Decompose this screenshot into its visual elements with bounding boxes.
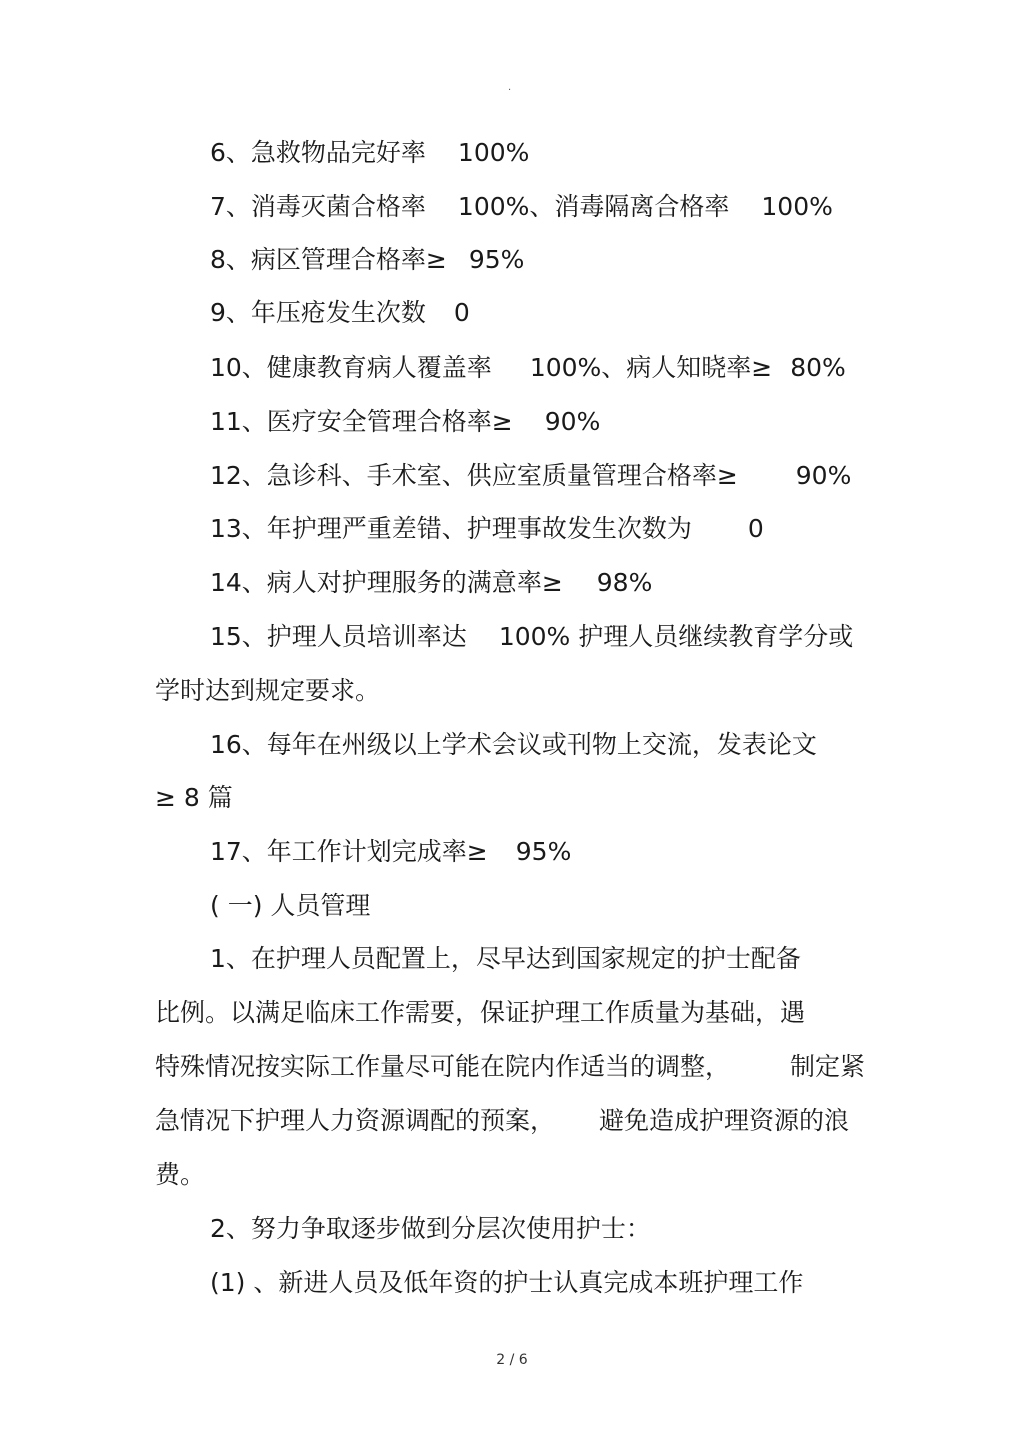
list-item <box>210 405 600 439</box>
list-item <box>210 296 470 330</box>
item-value: 95% <box>515 837 572 866</box>
list-item <box>210 728 817 762</box>
item-value: 100% 护理人员继续教育学分或 <box>498 622 854 651</box>
item-value-2: 80% <box>790 353 846 382</box>
paragraph-line: 比例。以满足临床工作需要，保证护理工作质量为基础，遇 <box>155 998 806 1027</box>
item-text: 17、年工作计划完成率≥ <box>210 837 488 866</box>
list-item <box>210 566 652 600</box>
item-text: 11、医疗安全管理合格率≥ <box>210 407 513 436</box>
item-value-2: 100% <box>761 192 833 221</box>
item-value: 100%、消毒隔离合格率 <box>457 192 730 221</box>
list-item <box>210 512 764 546</box>
item-value: 95% <box>468 245 525 274</box>
list-item <box>210 459 851 493</box>
item-text: 13、年护理严重差错、护理事故发生次数为 <box>210 514 692 543</box>
item-value: 0 <box>747 514 764 543</box>
list-item <box>210 136 529 170</box>
paragraph-line: 费。 <box>155 1160 206 1189</box>
paragraph-line <box>155 1104 849 1138</box>
item-text: 15、护理人员培训率达 <box>210 622 467 651</box>
item-text: ≥ 8 篇 <box>155 783 233 812</box>
paragraph-line: (1) 、新进人员及低年资的护士认真完成本班护理工作 <box>210 1268 804 1297</box>
header-mark: . <box>508 82 512 93</box>
item-value: 90% <box>795 461 852 490</box>
paragraph-text: 避免造成护理资源的浪 <box>599 1106 850 1135</box>
list-item <box>210 243 524 277</box>
item-value: 0 <box>453 298 470 327</box>
item-text: 8、病区管理合格率≥ <box>210 245 447 274</box>
item-text: 6、急救物品完好率 <box>210 138 426 167</box>
paragraph-line <box>155 1050 865 1084</box>
section-heading: ( 一) 人员管理 <box>210 891 371 920</box>
list-item <box>210 351 846 385</box>
list-item <box>210 190 833 224</box>
list-item-continuation <box>155 674 380 708</box>
item-text: 12、急诊科、手术室、供应室质量管理合格率≥ <box>210 461 738 490</box>
item-value: 100%、病人知晓率≥ <box>529 353 773 382</box>
list-item <box>210 835 571 869</box>
item-text: 14、病人对护理服务的满意率≥ <box>210 568 563 597</box>
paragraph-line: 2、努力争取逐步做到分层次使用护士： <box>210 1214 651 1243</box>
list-item-continuation <box>155 781 233 815</box>
item-text: 学时达到规定要求。 <box>155 676 381 705</box>
paragraph-text: 急情况下护理人力资源调配的预案， <box>155 1106 556 1135</box>
item-text: 10、健康教育病人覆盖率 <box>210 353 492 382</box>
paragraph-line: 1、在护理人员配置上，尽早达到国家规定的护士配备 <box>210 944 801 973</box>
item-value: 100% <box>457 138 530 167</box>
paragraph-text: 制定紧 <box>790 1052 866 1081</box>
item-text: 9、年压疮发生次数 <box>210 298 426 327</box>
item-text: 7、消毒灭菌合格率 <box>210 192 426 221</box>
item-value: 90% <box>544 407 601 436</box>
page-number: 2 / 6 <box>496 1352 528 1368</box>
item-text: 16、每年在州级以上学术会议或刊物上交流，发表论文 <box>210 730 817 759</box>
item-value: 98% <box>596 568 653 597</box>
paragraph-text: 特殊情况按实际工作量尽可能在院内作适当的调整， <box>155 1052 731 1081</box>
list-item <box>210 620 853 654</box>
